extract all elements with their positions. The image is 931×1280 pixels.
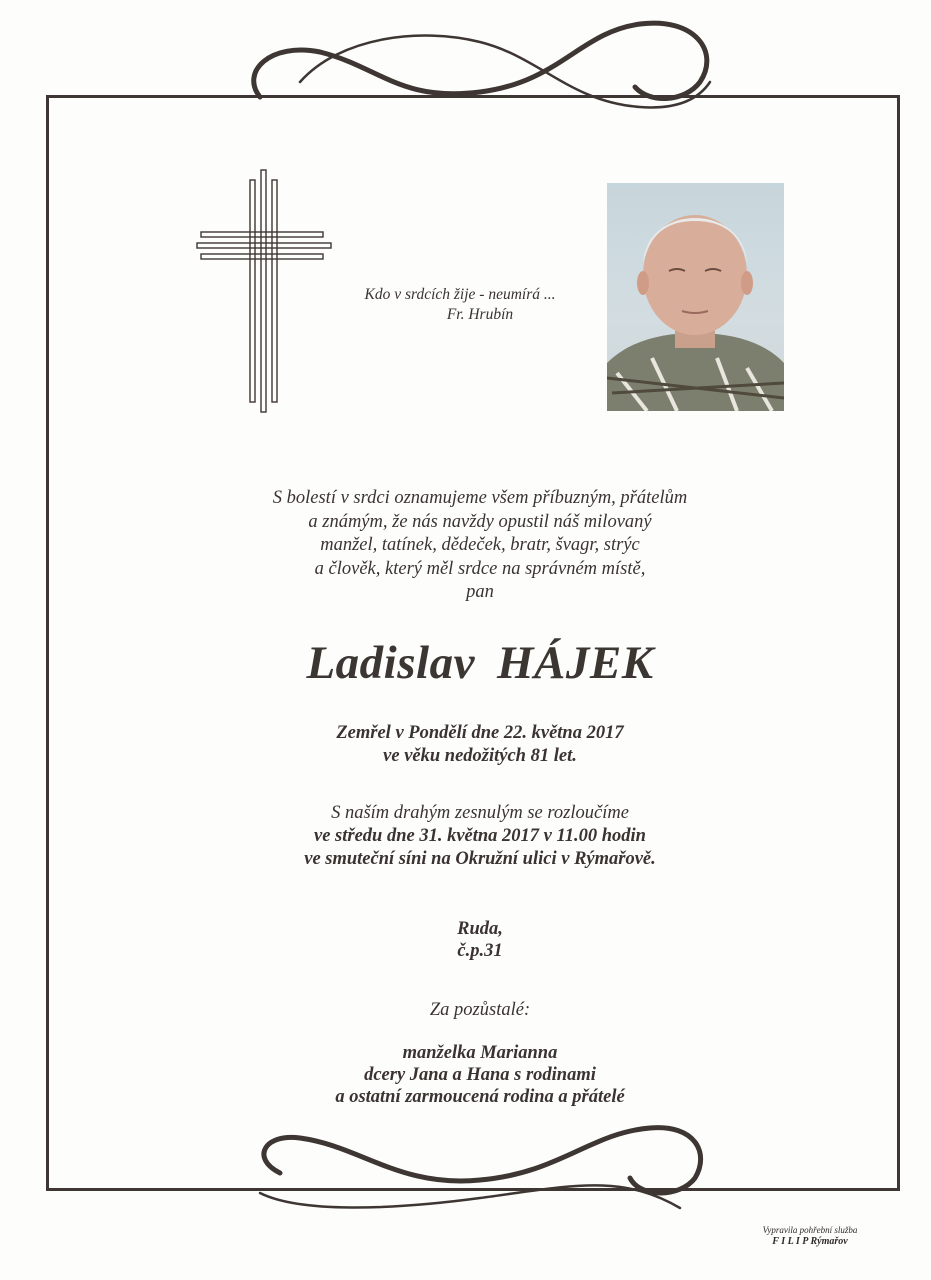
death-age: ve věku nedožitých 81 let. xyxy=(383,746,577,766)
address-town: Ruda, xyxy=(457,919,503,939)
survivor-line: a ostatní zarmoucená rodina a přátelé xyxy=(335,1087,625,1107)
survivor-line: dcery Jana a Hana s rodinami xyxy=(364,1065,596,1085)
top-flourish-ornament xyxy=(240,12,720,122)
death-date: Zemřel v Pondělí dne 22. května 2017 xyxy=(336,723,624,743)
announcement-line: a člověk, který měl srdce na správném místě, xyxy=(314,558,646,579)
survivors-title: Za pozůstalé: xyxy=(429,1000,531,1020)
survivor-line: manželka Marianna xyxy=(402,1043,558,1063)
first-name: Ladislav xyxy=(306,637,475,689)
last-name: HÁJEK xyxy=(496,637,654,689)
quote-author: Fr. Hrubín xyxy=(446,306,514,323)
funeral-service-credit xyxy=(740,1224,880,1248)
quote-text: Kdo v srdcích žije - neumírá ... xyxy=(364,286,556,303)
announcement-line: manžel, tatínek, dědeček, bratr, švagr, strýc xyxy=(320,535,640,555)
cross-icon xyxy=(195,168,335,413)
bottom-flourish-ornament xyxy=(240,1118,720,1228)
memorial-quote xyxy=(330,285,590,325)
deceased-portrait-photo xyxy=(607,183,784,411)
funeral-service-label: Vypravila pohřební služba xyxy=(762,1225,858,1235)
survivors-list xyxy=(150,1042,810,1108)
announcement-line: S bolestí v srdci oznamujeme všem příbuzným, přátelům xyxy=(272,488,688,508)
ceremony-date: ve středu dne 31. května 2017 v 11.00 hodin xyxy=(314,826,646,846)
ceremony-intro: S naším drahým zesnulým se rozloučíme xyxy=(331,803,629,823)
address-block xyxy=(150,918,810,962)
funeral-service-name: F I L I P Rýmařov xyxy=(772,1236,848,1247)
deceased-name xyxy=(150,636,810,690)
announcement-text xyxy=(150,487,810,605)
announcement-line: a známým, že nás navždy opustil náš milovaný xyxy=(308,511,652,532)
ceremony-place: ve smuteční síni na Okružní ulici v Rýmařově. xyxy=(304,849,656,869)
death-info xyxy=(150,722,810,768)
farewell-ceremony-info xyxy=(150,802,810,871)
address-number: č.p.31 xyxy=(457,941,503,961)
announcement-line: pan xyxy=(466,582,494,602)
